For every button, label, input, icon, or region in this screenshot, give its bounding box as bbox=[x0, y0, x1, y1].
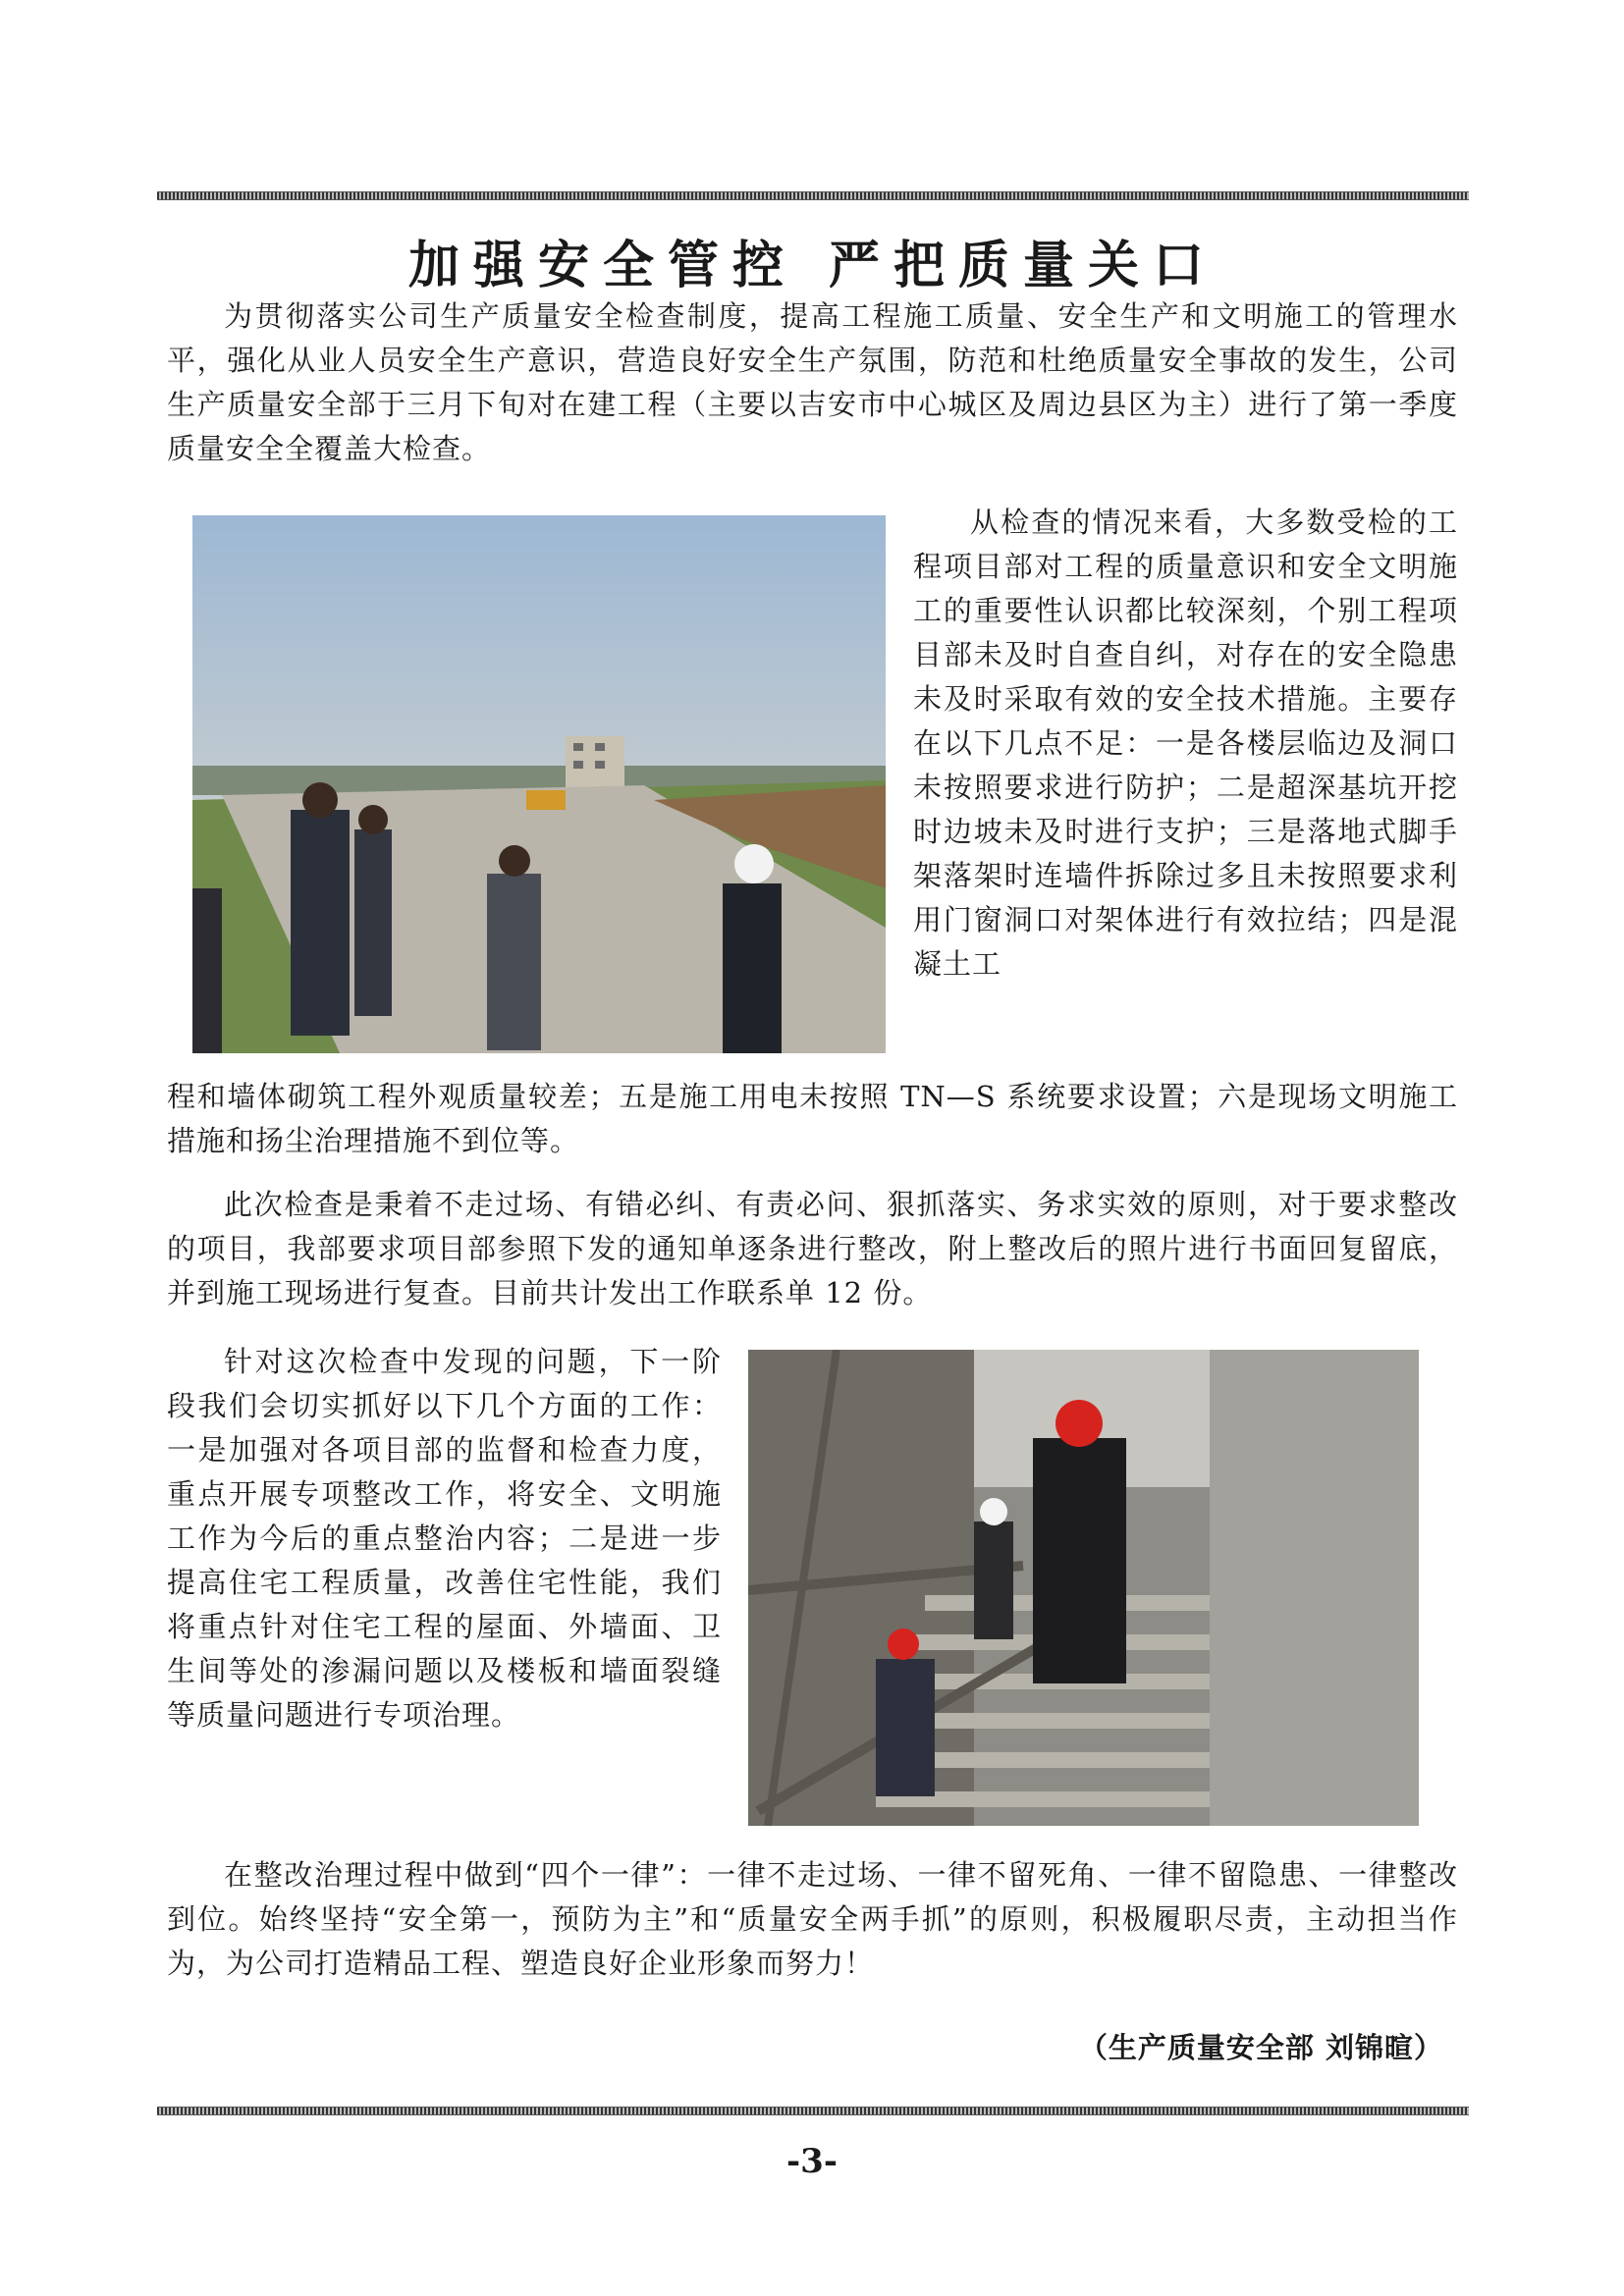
findings-paragraph-wrapped: 从检查的情况来看，大多数受检的工程项目部对工程的质量意识和安全文明施工的重要性认识都比较深刻，个别工程项目部未及时自查自纠，对存在的安全隐患未及时采取有效的安全技术措施。主要存在以下几点不足：一是各楼层临边及洞口未按照要求进行防护；二是超深基坑开挖时边坡未及时进行支护；三是落地式脚手架落架时连墙件拆除过多且未按照要求利用门窗洞口对架体进行有效拉结；四是混凝土工 bbox=[913, 506, 1458, 981]
article-title: 加强安全管控 严把质量关口 bbox=[407, 236, 1218, 295]
rectification-paragraph: 此次检查是秉着不走过场、有错必纠、有责必问、狠抓落实、务求实效的原则，对于要求整改的项目，我部要求项目部参照下发的通知单逐条进行整改，附上整改后的照片进行书面回复留底，并到施工现场进行复查。目前共计发出工作联系单 12 份。 bbox=[167, 1188, 1458, 1309]
stairwell-inspection-photo bbox=[748, 1350, 1419, 1826]
road-inspection-image bbox=[192, 515, 886, 1053]
header-decorative-rule bbox=[157, 191, 1469, 200]
next-steps-paragraph: 针对这次检查中发现的问题，下一阶段我们会切实抓好以下几个方面的工作：一是加强对各项目部的监督和检查力度，重点开展专项整改工作，将安全、文明施工作为今后的重点整治内容；二是进一步提高住宅工程质量，改善住宅性能，我们将重点针对住宅工程的屋面、外墙面、卫生间等处的渗漏问题以及楼板和墙面裂缝等质量问题进行专项治理。 bbox=[167, 1345, 722, 1732]
footer-decorative-rule bbox=[157, 2107, 1469, 2115]
inspection-site-photo bbox=[192, 515, 886, 1053]
page-number: -3- bbox=[786, 2142, 838, 2181]
author-signature: （生产质量安全部 刘锦暄） bbox=[1078, 2031, 1443, 2064]
findings-paragraph-continued: 程和墙体砌筑工程外观质量较差；五是施工用电未按照 TN—S 系统要求设置；六是现场文明施工措施和扬尘治理措施不到位等。 bbox=[167, 1080, 1458, 1157]
closing-paragraph: 在整改治理过程中做到“四个一律”：一律不走过场、一律不留死角、一律不留隐患、一律整改到位。始终坚持“安全第一，预防为主”和“质量安全两手抓”的原则，积极履职尽责，主动担当作为，为公司打造精品工程、塑造良好企业形象而努力！ bbox=[167, 1858, 1458, 1980]
stairwell-image bbox=[748, 1350, 1419, 1826]
intro-paragraph: 为贯彻落实公司生产质量安全检查制度，提高工程施工质量、安全生产和文明施工的管理水平，强化从业人员安全生产意识，营造良好安全生产氛围，防范和杜绝质量安全事故的发生，公司生产质量安全部于三月下旬对在建工程（主要以吉安市中心城区及周边县区为主）进行了第一季度质量安全全覆盖大检查。 bbox=[167, 299, 1458, 465]
